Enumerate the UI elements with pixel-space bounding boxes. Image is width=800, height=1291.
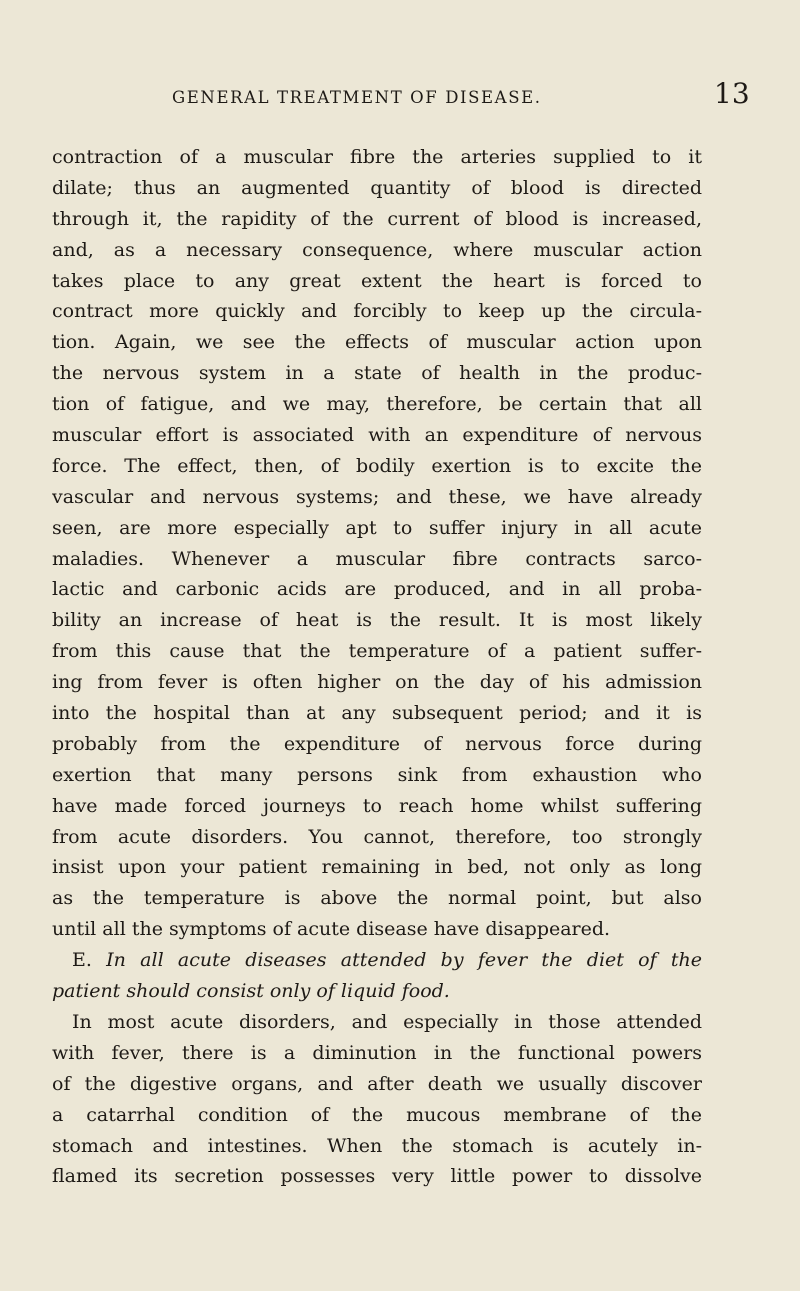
text-line: tion of fatigue, and we may, therefore, be certain that all — [52, 393, 702, 416]
text-line: lactic and carbonic acids are produced, and in all proba- — [52, 578, 702, 601]
text-line: probably from the expenditure of nervous force during — [52, 732, 702, 755]
text-line: vascular and nervous systems; and these, we have already — [52, 485, 702, 508]
text-line: a catarrhal condition of the mucous membrane of the — [52, 1103, 702, 1126]
text-line: from acute disorders. You cannot, therefore, too strongly — [52, 825, 702, 848]
page-number: 13 — [714, 77, 750, 110]
text-line: flamed its secretion possesses very little power to dissolve — [52, 1165, 702, 1188]
text-line: bility an increase of heat is the result. It is most likely — [52, 609, 702, 632]
rule-heading-line — [52, 945, 702, 976]
text-line: ing from fever is often higher on the day of his admission — [52, 671, 702, 694]
text-line: In most acute disorders, and especially in those attended — [72, 1010, 702, 1033]
rule-text: In all acute diseases attended by fever the diet of the — [106, 949, 702, 972]
text-line: into the hospital than at any subsequent period; and it is — [52, 702, 702, 725]
text-line: contraction of a muscular fibre the arteries supplied to it — [52, 146, 702, 168]
text-line: maladies. Whenever a muscular fibre contracts sarco- — [52, 547, 702, 570]
text-line: stomach and intestines. When the stomach is acutely in- — [52, 1134, 702, 1157]
body-text — [52, 142, 702, 1192]
rule-heading-line — [52, 976, 702, 1007]
text-line: with fever, there is a diminution in the functional powers — [52, 1041, 702, 1064]
running-title: GENERAL TREATMENT OF DISEASE. — [172, 88, 542, 107]
text-line: the nervous system in a state of health in the produc- — [52, 362, 702, 385]
text-line: seen, are more especially apt to suffer injury in all acute — [52, 516, 702, 539]
text-line: as the temperature is above the normal point, but also — [52, 887, 702, 910]
text-line: until all the symptoms of acute disease have disappeared. — [52, 918, 611, 941]
text-line: exertion that many persons sink from exhaustion who — [52, 763, 702, 786]
rule-letter: E. — [72, 949, 92, 972]
text-line: force. The effect, then, of bodily exertion is to excite the — [52, 454, 702, 477]
rule-text: patient should consist only of liquid food. — [52, 980, 450, 1003]
text-line: and, as a necessary consequence, where muscular action — [52, 238, 702, 261]
text-line: takes place to any great extent the heart is forced to — [52, 269, 702, 292]
text-line: through it, the rapidity of the current of blood is increased, — [52, 207, 702, 230]
text-line: muscular effort is associated with an expenditure of nervous — [52, 424, 702, 447]
text-line: tion. Again, we see the effects of muscular action upon — [52, 331, 702, 354]
text-line: have made forced journeys to reach home whilst suffering — [52, 794, 702, 817]
text-line: insist upon your patient remaining in bed, not only as long — [52, 856, 702, 879]
text-line: contract more quickly and forcibly to keep up the circula- — [52, 300, 702, 323]
text-line: from this cause that the temperature of a patient suffer- — [52, 640, 702, 663]
text-line: of the digestive organs, and after death we usually discover — [52, 1072, 702, 1095]
text-line: dilate; thus an augmented quantity of blood is directed — [52, 176, 702, 199]
